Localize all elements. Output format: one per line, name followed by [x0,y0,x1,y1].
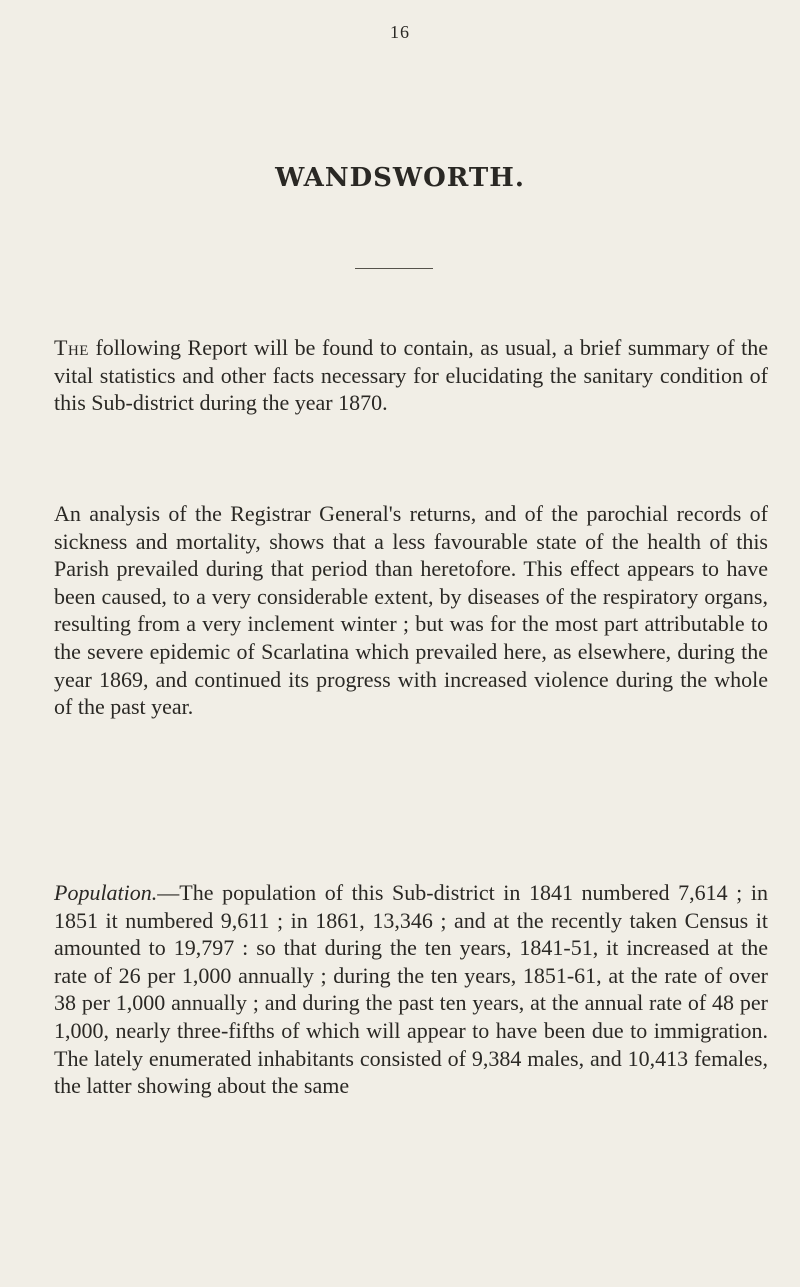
paragraph-introduction [54,334,768,417]
title-divider [355,268,433,269]
paragraph-lead: Population. [54,880,158,905]
paragraph-population [54,879,768,1100]
page-title: WANDSWORTH. [275,163,525,193]
page-number: 16 [390,22,410,42]
paragraph-text: An analysis of the Registrar General's returns, and of the parochial records of sickness and mortality, shows that a less favourable state of the health of this Parish prevailed during that period than heretofore. This effect appears to have been caused, to a very considerable extent, by diseases of the respiratory organs, resulting from a very inclement winter ; but was for the most part attributable to the severe epidemic of Scarlatina which prevailed here, as elsewhere, during the year 1869, and continued its progress with increased violence during the whole of the past year. [54,501,768,720]
paragraph-text: —The population of this Sub-district in 1841 numbered 7,614 ; in 1851 it numbered 9,611 ; in 1861, 13,346 ; and at the recently taken Census it amounted to 19,797 : so that during the ten years, 1841-51, it increased at the rate of 26 per 1,000 annually ; during the ten years, 1851-61, at the rate of over 38 per 1,000 annually ; and during the past ten years, at the annual rate of 48 per 1,000, nearly three-fifths of which will appear to have been due to immigration. The lately enumerated inhabitants consisted of 9,384 males, and 10,413 females, the latter showing about the same [54,880,768,1099]
paragraph-lead: The [54,335,89,360]
paragraph-analysis [54,500,768,721]
paragraph-text: following Report will be found to contain, as usual, a brief summary of the vital statistics and other facts necessary for elucidating the sanitary condition of this Sub-district during the year 1870. [54,335,768,416]
